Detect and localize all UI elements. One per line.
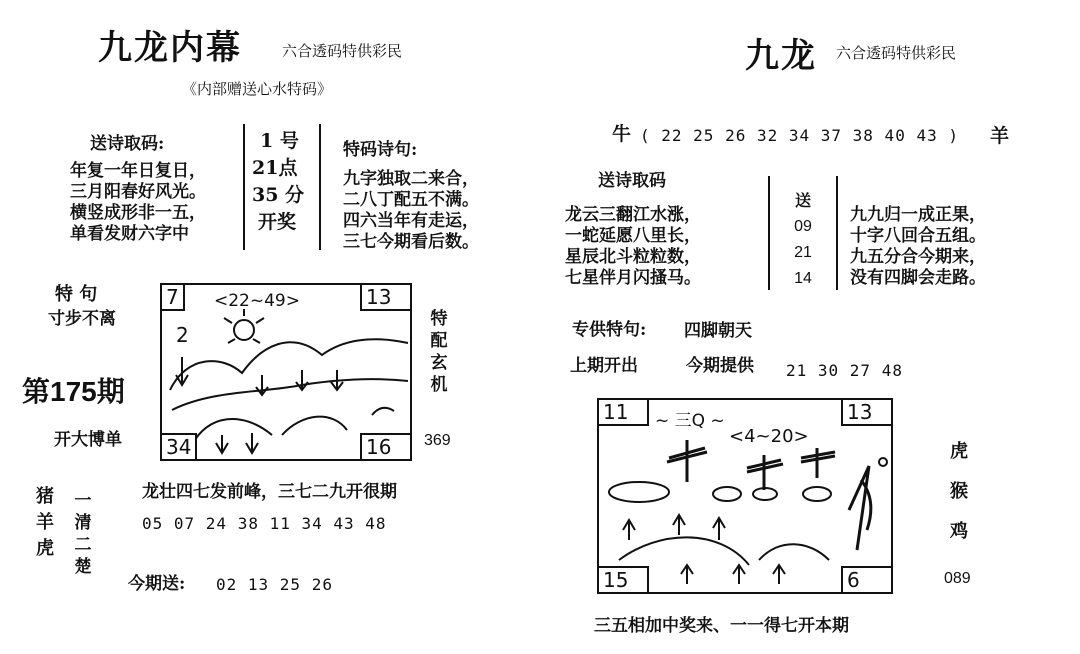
- right-line: 没有四脚会走路。: [850, 268, 986, 288]
- right-lines: [850, 205, 986, 289]
- left-special-line: 九字独取二来合，: [343, 169, 479, 189]
- issue-number: 第175期: [22, 376, 125, 407]
- right-animal-number: 089: [944, 570, 971, 587]
- left-qing-vertical: 一清二楚: [74, 491, 92, 577]
- left-title: 九龙内幕: [98, 28, 242, 68]
- left-subtitle: 六合透码特供彩民: [282, 42, 403, 60]
- right-bottom-line: 三五相加中奖来、一一得七开本期: [594, 616, 849, 636]
- send-col-item: 09: [794, 218, 812, 235]
- sun-icon: [234, 320, 254, 340]
- right-send-box-right-rule: [836, 176, 838, 290]
- left-poem-line: 单看发财六字中: [70, 224, 189, 244]
- left-today-send-label: 今期送:: [128, 574, 186, 594]
- right-picture-bl: 15: [597, 566, 649, 594]
- right-poem-line: 一蛇延愿八里长，: [565, 226, 701, 246]
- right-sheep-label: 羊: [990, 125, 1010, 147]
- left-animals: [36, 484, 54, 562]
- left-numbers-line: 05 07 24 38 11 34 43 48: [142, 514, 387, 533]
- left-picture-tr: 13: [360, 283, 412, 311]
- left-picture-bl: 34: [160, 433, 197, 461]
- send-col-item: 送: [794, 191, 811, 210]
- left-open-label: 开大博单: [54, 430, 122, 450]
- left-special-line: 四六当年有走运，: [343, 211, 479, 231]
- right-animals: [950, 432, 968, 552]
- left-poem-line: 三月阳春好风光。: [70, 182, 206, 202]
- right-poem-heading: 送诗取码: [598, 171, 666, 191]
- left-secret-line: 《内部赠送心水特码》: [182, 80, 333, 98]
- right-picture-tr: 13: [841, 398, 893, 426]
- left-picture-br: 16: [360, 433, 412, 461]
- right-poem-line: 七星伴月闪搔马。: [565, 268, 701, 288]
- animal-item: 虎: [36, 538, 54, 559]
- grass-marks: [256, 370, 343, 395]
- right-title: 九龙: [745, 36, 817, 76]
- left-special-line: 二八丁配五不满。: [343, 190, 479, 210]
- right-provide-numbers: 21 30 27 48: [786, 361, 903, 380]
- draw-time-line: 35 分: [252, 184, 305, 206]
- cross-mark: [667, 440, 707, 482]
- right-provide-label: 今期提供: [686, 356, 754, 376]
- left-poem-line: 横竖成形非一五，: [70, 203, 206, 223]
- left-special-line: 三七今期看后数。: [343, 232, 479, 252]
- right-last-open-label: 上期开出: [570, 356, 638, 376]
- right-special-label: 专供特句:: [572, 320, 647, 340]
- right-line: 十字八回合五组。: [850, 226, 986, 246]
- left-draw-box-left-rule: [243, 124, 245, 250]
- draw-time-line: 21点: [252, 157, 298, 179]
- right-special-value: 四脚朝天: [684, 321, 752, 341]
- right-picture-top-label: ~ 三Q ~: [655, 411, 725, 431]
- send-col-item: 14: [794, 270, 812, 287]
- right-line: 九五分合今期来，: [850, 247, 986, 267]
- mountain-line: [170, 339, 408, 390]
- left-special-heading: 特码诗句:: [343, 140, 418, 160]
- left-picture-tl: 7: [160, 283, 185, 311]
- right-ox-label: 牛: [612, 123, 632, 145]
- right-send-box-left-rule: [768, 176, 770, 290]
- animal-item: 猴: [950, 481, 968, 502]
- right-poem-line: 龙云三翻江水涨，: [565, 205, 701, 225]
- right-line: 九九归一成正果，: [850, 205, 986, 225]
- left-dragon-line: 龙壮四七发前峰，三七二九开很期: [142, 482, 397, 502]
- draw-time-line: 1 号: [260, 130, 299, 152]
- animal-item: 羊: [36, 512, 54, 533]
- right-riddle-picture: [597, 398, 893, 594]
- left-special-phrase: 寸步不离: [48, 309, 116, 329]
- right-picture-br: 6: [841, 566, 893, 594]
- draw-time-line: 开奖: [258, 211, 297, 233]
- right-send-column: [772, 188, 834, 292]
- right-picture-mid-label: <4~20>: [729, 426, 809, 447]
- left-today-send-numbers: 02 13 25 26: [216, 575, 333, 594]
- send-col-item: 21: [794, 244, 812, 261]
- stick-figure: [849, 466, 871, 550]
- right-subtitle: 六合透码特供彩民: [836, 44, 957, 62]
- left-side-number: 369: [424, 432, 451, 449]
- animal-item: 鸡: [950, 521, 968, 542]
- left-poem-heading: 送诗取码:: [90, 134, 165, 154]
- right-poem-line: 星辰北斗粒粒数，: [565, 247, 701, 267]
- left-special-phrase-title: 特 句: [55, 284, 98, 305]
- right-poem-lines: [565, 205, 701, 289]
- left-picture-top-label: <22~49>: [214, 291, 300, 311]
- left-special-lines: [343, 169, 479, 253]
- right-picture-tl: 11: [597, 398, 649, 426]
- right-ox-numbers: ( 22 25 26 32 34 37 38 40 43 ): [640, 126, 959, 145]
- animal-item: 虎: [950, 441, 968, 462]
- animal-item: 猪: [36, 486, 54, 507]
- left-riddle-picture: [160, 283, 412, 461]
- left-draw-box-right-rule: [319, 124, 321, 250]
- left-picture-left-mark: 2: [176, 323, 189, 347]
- left-draw-times: [252, 128, 304, 236]
- left-poem-line: 年复一年日复日，: [70, 161, 206, 181]
- left-poem-lines: [70, 161, 206, 245]
- left-side-vertical: 特配玄机: [430, 309, 448, 395]
